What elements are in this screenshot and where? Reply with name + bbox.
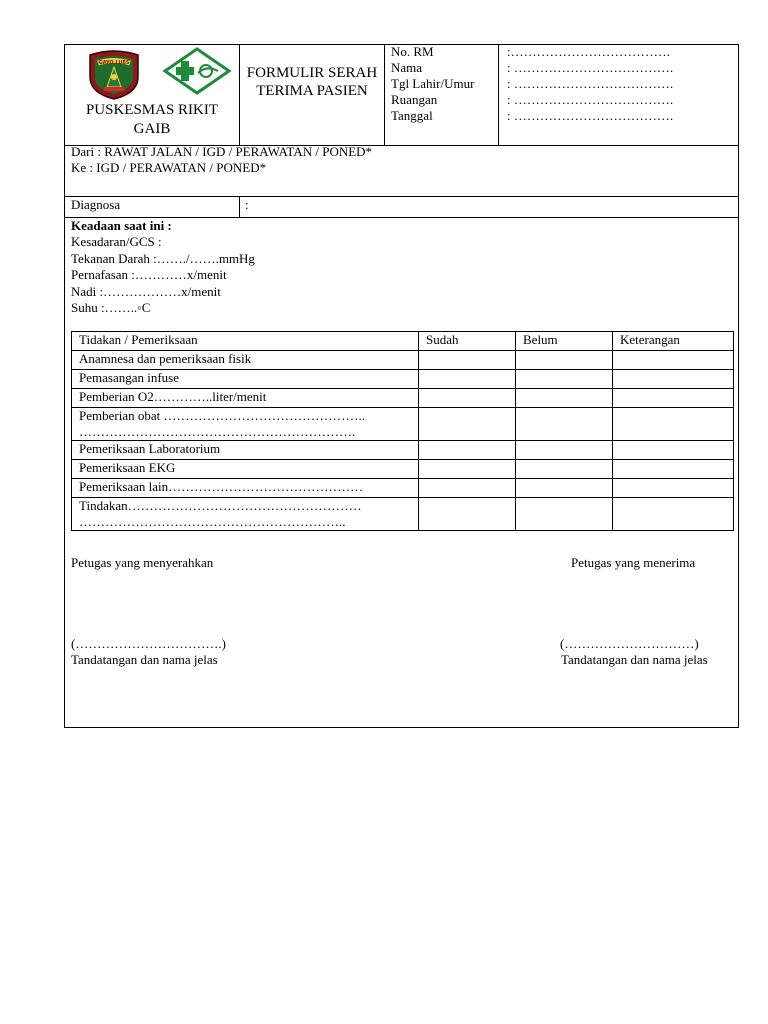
action-item: Pemeriksaan EKG (72, 460, 419, 479)
header-divider-3 (498, 44, 499, 145)
patient-field-label: Nama (391, 60, 423, 75)
handover-signature-blank: (…………………………….) (71, 636, 226, 651)
action-item: Pemeriksaan Laboratorium (72, 441, 419, 460)
table-row (72, 498, 734, 531)
action-item: Pemberian obat ……………………………………….. ………………………………………………………. (72, 408, 419, 441)
not-done-cell[interactable] (516, 479, 613, 498)
transfer-from: Dari : RAWAT JALAN / IGD / PERAWATAN / PONED* (71, 144, 373, 159)
not-done-cell[interactable] (516, 370, 613, 389)
notes-cell[interactable] (613, 408, 734, 441)
table-row (72, 408, 734, 441)
table-header-row (72, 332, 734, 351)
diagnosis-value: : (245, 197, 249, 212)
table-row (72, 370, 734, 389)
not-done-cell[interactable] (516, 498, 613, 531)
patient-field-value: : ………………………………. (507, 60, 674, 75)
patient-field-value: :………………………………. (507, 44, 670, 59)
seal-lettering: GAYO LUES (98, 60, 130, 66)
not-done-cell[interactable] (516, 441, 613, 460)
notes-cell[interactable] (613, 389, 734, 408)
handover-officer-title: Petugas yang menyerahkan (71, 555, 214, 570)
notes-cell[interactable] (613, 498, 734, 531)
transfer-bottom-line (64, 196, 739, 197)
done-cell[interactable] (419, 479, 516, 498)
patient-field-label: Tanggal (391, 108, 433, 123)
patient-field-value: : ………………………………. (507, 108, 674, 123)
done-cell[interactable] (419, 460, 516, 479)
table-row (72, 460, 734, 479)
done-cell[interactable] (419, 408, 516, 441)
clinic-name: PUSKESMAS RIKIT GAIB (85, 102, 219, 137)
notes-cell[interactable] (613, 460, 734, 479)
done-cell[interactable] (419, 498, 516, 531)
condition-line: Kesadaran/GCS : (71, 234, 162, 249)
action-item: Pemasangan infuse (72, 370, 419, 389)
header-divider-2 (384, 44, 385, 145)
transfer-to: Ke : IGD / PERAWATAN / PONED* (71, 160, 267, 175)
action-item: Anamnesa dan pemeriksaan fisik (72, 351, 419, 370)
patient-field-value: : ………………………………. (507, 76, 674, 91)
patient-field-label: Ruangan (391, 92, 438, 107)
regency-seal-icon (84, 49, 144, 101)
not-done-cell[interactable] (516, 389, 613, 408)
condition-line: Tekanan Darah :……./…….mmHg (71, 250, 255, 266)
done-cell[interactable] (419, 441, 516, 460)
header-action: Tidakan / Pemeriksaan (72, 332, 419, 351)
condition-line: Pernafasan :…………x/menit (71, 267, 227, 282)
header-divider-1 (239, 44, 240, 145)
action-item: Pemeriksaan lain……………………………………… (72, 479, 419, 498)
condition-heading: Keadaan saat ini : (71, 218, 172, 233)
notes-cell[interactable] (613, 351, 734, 370)
actions-table (71, 331, 734, 531)
receiving-signature-caption: Tandatangan dan nama jelas (561, 652, 708, 667)
header-notes: Keterangan (613, 332, 734, 351)
table-row (72, 479, 734, 498)
table-row (72, 441, 734, 460)
form-title: FORMULIR SERAH TERIMA PASIEN (246, 65, 378, 99)
condition-line: Nadi :………………x/menit (71, 283, 221, 299)
condition-line: Suhu :……..◦C (71, 300, 151, 315)
header-done: Sudah (419, 332, 516, 351)
not-done-cell[interactable] (516, 351, 613, 370)
table-row (72, 351, 734, 370)
diagnosis-label: Diagnosa (71, 197, 121, 212)
handover-signature-caption: Tandatangan dan nama jelas (71, 652, 218, 667)
patient-field-label: Tgl Lahir/Umur (391, 76, 475, 91)
diagnosis-divider (239, 196, 240, 217)
not-done-cell[interactable] (516, 408, 613, 441)
not-done-cell[interactable] (516, 460, 613, 479)
health-cross-icon (162, 47, 232, 95)
notes-cell[interactable] (613, 370, 734, 389)
receiving-signature-blank: (…………………………) (560, 636, 699, 651)
action-item: Pemberian O2…………..liter/menit (72, 389, 419, 408)
receiving-officer-title: Petugas yang menerima (571, 555, 696, 570)
header-not-done: Belum (516, 332, 613, 351)
action-item: Tindakan……………………………………………… …………………………………………………….. (72, 498, 419, 531)
notes-cell[interactable] (613, 441, 734, 460)
done-cell[interactable] (419, 389, 516, 408)
done-cell[interactable] (419, 370, 516, 389)
notes-cell[interactable] (613, 479, 734, 498)
patient-field-value: : ………………………………. (507, 92, 674, 107)
table-row (72, 389, 734, 408)
done-cell[interactable] (419, 351, 516, 370)
patient-field-label: No. RM (391, 44, 434, 59)
